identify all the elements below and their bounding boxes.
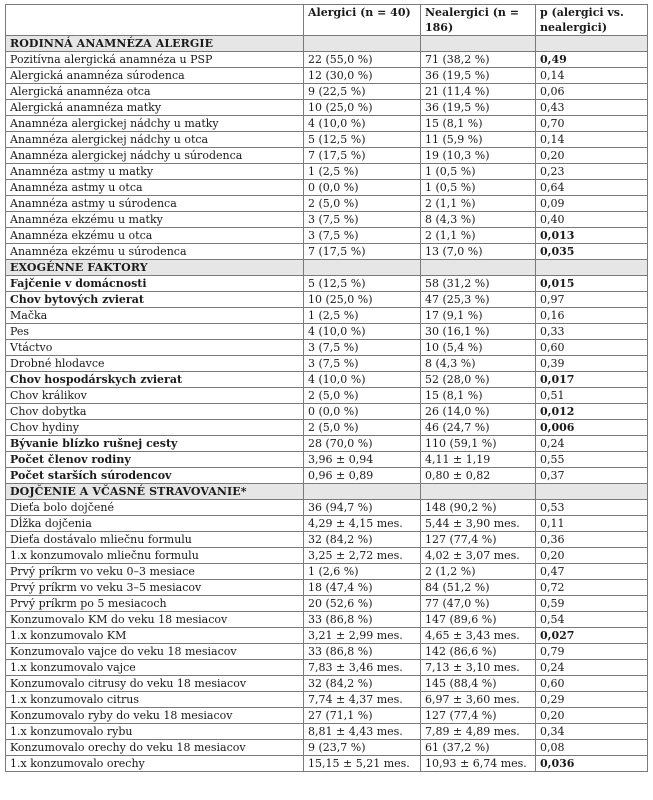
row-label: Konzumovalo ryby do veku 18 mesiacov [6, 708, 304, 724]
allergic-value: 5 (12,5 %) [304, 132, 421, 148]
header-cell-p-value: p (alergici vs. nealergici) [536, 5, 648, 36]
allergic-value: 0,96 ± 0,89 [304, 468, 421, 484]
nonallergic-value: 2 (1,2 %) [421, 564, 536, 580]
row-label: Chov hydiny [6, 420, 304, 436]
table-row [6, 100, 648, 116]
row-label: Chov bytových zvierat [6, 292, 304, 308]
allergic-value: 1 (2,6 %) [304, 564, 421, 580]
row-label: Vtáctvo [6, 340, 304, 356]
header-row [6, 5, 648, 36]
nonallergic-value: 8 (4,3 %) [421, 356, 536, 372]
nonallergic-value: 110 (59,1 %) [421, 436, 536, 452]
allergic-value: 3 (7,5 %) [304, 228, 421, 244]
allergic-value: 4 (10,0 %) [304, 324, 421, 340]
nonallergic-value: 1 (0,5 %) [421, 180, 536, 196]
row-label: Pozitívna alergická anamnéza u PSP [6, 52, 304, 68]
section-header-row [6, 260, 648, 276]
allergic-value: 33 (86,8 %) [304, 612, 421, 628]
allergic-value: 4 (10,0 %) [304, 372, 421, 388]
allergic-value: 2 (5,0 %) [304, 196, 421, 212]
p-value: 0,16 [536, 308, 648, 324]
nonallergic-value: 148 (90,2 %) [421, 500, 536, 516]
row-label: Počet členov rodiny [6, 452, 304, 468]
table-row [6, 164, 648, 180]
p-value: 0,36 [536, 532, 648, 548]
table-row [6, 500, 648, 516]
row-label: Anamnéza ekzému u otca [6, 228, 304, 244]
table-row [6, 116, 648, 132]
nonallergic-value: 58 (31,2 %) [421, 276, 536, 292]
nonallergic-value: 13 (7,0 %) [421, 244, 536, 260]
nonallergic-value: 77 (47,0 %) [421, 596, 536, 612]
nonallergic-value: 127 (77,4 %) [421, 532, 536, 548]
row-label: Anamnéza alergickej nádchy u matky [6, 116, 304, 132]
section-title: DOJČENIE A VČASNÉ STRAVOVANIE* [6, 484, 304, 500]
row-label: Anamnéza astmy u otca [6, 180, 304, 196]
table-row [6, 452, 648, 468]
p-value: 0,09 [536, 196, 648, 212]
section-empty-cell [304, 260, 421, 276]
row-label: Anamnéza alergickej nádchy u otca [6, 132, 304, 148]
nonallergic-value: 7,89 ± 4,89 mes. [421, 724, 536, 740]
header-cell-allergic: Alergici (n = 40) [304, 5, 421, 36]
table-row [6, 276, 648, 292]
allergic-value: 22 (55,0 %) [304, 52, 421, 68]
allergic-value: 32 (84,2 %) [304, 532, 421, 548]
table-row [6, 692, 648, 708]
table-row [6, 532, 648, 548]
row-label: Fajčenie v domácnosti [6, 276, 304, 292]
table-row [6, 740, 648, 756]
row-label: Anamnéza ekzému u matky [6, 212, 304, 228]
nonallergic-value: 10,93 ± 6,74 mes. [421, 756, 536, 772]
row-label: Konzumovalo KM do veku 18 mesiacov [6, 612, 304, 628]
nonallergic-value: 2 (1,1 %) [421, 196, 536, 212]
nonallergic-value: 8 (4,3 %) [421, 212, 536, 228]
table-row [6, 340, 648, 356]
table-row [6, 324, 648, 340]
nonallergic-value: 4,11 ± 1,19 [421, 452, 536, 468]
allergic-value: 2 (5,0 %) [304, 388, 421, 404]
p-value: 0,14 [536, 132, 648, 148]
table-row [6, 548, 648, 564]
allergic-value: 5 (12,5 %) [304, 276, 421, 292]
statistics-table [5, 4, 648, 772]
table-row [6, 148, 648, 164]
allergic-value: 9 (23,7 %) [304, 740, 421, 756]
section-empty-cell [536, 260, 648, 276]
section-empty-cell [421, 484, 536, 500]
nonallergic-value: 10 (5,4 %) [421, 340, 536, 356]
allergic-value: 3,21 ± 2,99 mes. [304, 628, 421, 644]
row-label: Prvý príkrm vo veku 0–3 mesiace [6, 564, 304, 580]
row-label: 1.x konzumovalo KM [6, 628, 304, 644]
row-label: Pes [6, 324, 304, 340]
row-label: 1.x konzumovalo orechy [6, 756, 304, 772]
p-value: 0,34 [536, 724, 648, 740]
table-row [6, 372, 648, 388]
nonallergic-value: 7,13 ± 3,10 mes. [421, 660, 536, 676]
p-value: 0,40 [536, 212, 648, 228]
nonallergic-value: 6,97 ± 3,60 mes. [421, 692, 536, 708]
row-label: Bývanie blízko rušnej cesty [6, 436, 304, 452]
nonallergic-value: 71 (38,2 %) [421, 52, 536, 68]
row-label: Dieťa bolo dojčené [6, 500, 304, 516]
nonallergic-value: 2 (1,1 %) [421, 228, 536, 244]
nonallergic-value: 11 (5,9 %) [421, 132, 536, 148]
p-value: 0,60 [536, 340, 648, 356]
nonallergic-value: 15 (8,1 %) [421, 388, 536, 404]
p-value: 0,60 [536, 676, 648, 692]
table-row [6, 628, 648, 644]
p-value: 0,33 [536, 324, 648, 340]
nonallergic-value: 84 (51,2 %) [421, 580, 536, 596]
table-row [6, 212, 648, 228]
section-empty-cell [304, 484, 421, 500]
nonallergic-value: 4,02 ± 3,07 mes. [421, 548, 536, 564]
row-label: Konzumovalo vajce do veku 18 mesiacov [6, 644, 304, 660]
section-header-row [6, 484, 648, 500]
nonallergic-value: 19 (10,3 %) [421, 148, 536, 164]
allergic-value: 33 (86,8 %) [304, 644, 421, 660]
nonallergic-value: 17 (9,1 %) [421, 308, 536, 324]
section-empty-cell [536, 36, 648, 52]
table-row [6, 228, 648, 244]
nonallergic-value: 26 (14,0 %) [421, 404, 536, 420]
row-label: Počet starších súrodencov [6, 468, 304, 484]
p-value: 0,08 [536, 740, 648, 756]
table-row [6, 724, 648, 740]
allergic-value: 36 (94,7 %) [304, 500, 421, 516]
allergic-value: 10 (25,0 %) [304, 292, 421, 308]
row-label: Konzumovalo orechy do veku 18 mesiacov [6, 740, 304, 756]
table-row [6, 756, 648, 772]
row-label: 1.x konzumovalo vajce [6, 660, 304, 676]
allergic-value: 32 (84,2 %) [304, 676, 421, 692]
table-row [6, 196, 648, 212]
p-value: 0,23 [536, 164, 648, 180]
p-value: 0,24 [536, 660, 648, 676]
header-cell-label [6, 5, 304, 36]
nonallergic-value: 61 (37,2 %) [421, 740, 536, 756]
nonallergic-value: 127 (77,4 %) [421, 708, 536, 724]
table-row [6, 308, 648, 324]
table-row [6, 708, 648, 724]
p-value: 0,70 [536, 116, 648, 132]
allergic-value: 2 (5,0 %) [304, 420, 421, 436]
p-value: 0,39 [536, 356, 648, 372]
row-label: Alergická anamnéza súrodenca [6, 68, 304, 84]
allergic-value: 3,96 ± 0,94 [304, 452, 421, 468]
p-value: 0,64 [536, 180, 648, 196]
row-label: Anamnéza alergickej nádchy u súrodenca [6, 148, 304, 164]
p-value: 0,59 [536, 596, 648, 612]
allergic-value: 3,25 ± 2,72 mes. [304, 548, 421, 564]
nonallergic-value: 1 (0,5 %) [421, 164, 536, 180]
row-label: Anamnéza ekzému u súrodenca [6, 244, 304, 260]
p-value: 0,015 [536, 276, 648, 292]
p-value: 0,43 [536, 100, 648, 116]
table-row [6, 676, 648, 692]
p-value: 0,017 [536, 372, 648, 388]
allergic-value: 7,83 ± 3,46 mes. [304, 660, 421, 676]
table-row [6, 180, 648, 196]
nonallergic-value: 46 (24,7 %) [421, 420, 536, 436]
row-label: Chov králikov [6, 388, 304, 404]
allergic-value: 4 (10,0 %) [304, 116, 421, 132]
p-value: 0,29 [536, 692, 648, 708]
row-label: Chov hospodárskych zvierat [6, 372, 304, 388]
table-row [6, 516, 648, 532]
row-label: Alergická anamnéza otca [6, 84, 304, 100]
p-value: 0,97 [536, 292, 648, 308]
row-label: Anamnéza astmy u matky [6, 164, 304, 180]
allergic-value: 9 (22,5 %) [304, 84, 421, 100]
section-title: EXOGÉNNE FAKTORY [6, 260, 304, 276]
nonallergic-value: 0,80 ± 0,82 [421, 468, 536, 484]
header-cell-nonallergic: Nealergici (n = 186) [421, 5, 536, 36]
table-row [6, 292, 648, 308]
allergic-value: 27 (71,1 %) [304, 708, 421, 724]
nonallergic-value: 5,44 ± 3,90 mes. [421, 516, 536, 532]
table-row [6, 580, 648, 596]
table-row [6, 388, 648, 404]
nonallergic-value: 15 (8,1 %) [421, 116, 536, 132]
table-row [6, 596, 648, 612]
p-value: 0,24 [536, 436, 648, 452]
nonallergic-value: 36 (19,5 %) [421, 100, 536, 116]
p-value: 0,79 [536, 644, 648, 660]
p-value: 0,20 [536, 148, 648, 164]
allergic-value: 1 (2,5 %) [304, 164, 421, 180]
row-label: Dĺžka dojčenia [6, 516, 304, 532]
p-value: 0,51 [536, 388, 648, 404]
nonallergic-value: 47 (25,3 %) [421, 292, 536, 308]
row-label: Prvý príkrm po 5 mesiacoch [6, 596, 304, 612]
nonallergic-value: 147 (89,6 %) [421, 612, 536, 628]
table-row [6, 132, 648, 148]
section-title: RODINNÁ ANAMNÉZA ALERGIE [6, 36, 304, 52]
section-empty-cell [421, 260, 536, 276]
p-value: 0,72 [536, 580, 648, 596]
nonallergic-value: 30 (16,1 %) [421, 324, 536, 340]
table-header [6, 5, 648, 36]
table-row [6, 404, 648, 420]
table-row [6, 356, 648, 372]
table-row [6, 68, 648, 84]
p-value: 0,006 [536, 420, 648, 436]
nonallergic-value: 52 (28,0 %) [421, 372, 536, 388]
allergic-value: 28 (70,0 %) [304, 436, 421, 452]
p-value: 0,027 [536, 628, 648, 644]
p-value: 0,14 [536, 68, 648, 84]
p-value: 0,49 [536, 52, 648, 68]
table-row [6, 612, 648, 628]
row-label: 1.x konzumovalo mliečnu formulu [6, 548, 304, 564]
allergic-value: 15,15 ± 5,21 mes. [304, 756, 421, 772]
p-value: 0,54 [536, 612, 648, 628]
table-row [6, 468, 648, 484]
allergic-value: 20 (52,6 %) [304, 596, 421, 612]
allergic-value: 7,74 ± 4,37 mes. [304, 692, 421, 708]
allergic-value: 3 (7,5 %) [304, 356, 421, 372]
allergic-value: 8,81 ± 4,43 mes. [304, 724, 421, 740]
p-value: 0,06 [536, 84, 648, 100]
row-label: Dieťa dostávalo mliečnu formulu [6, 532, 304, 548]
p-value: 0,012 [536, 404, 648, 420]
row-label: Alergická anamnéza matky [6, 100, 304, 116]
row-label: Chov dobytka [6, 404, 304, 420]
section-empty-cell [304, 36, 421, 52]
table-row [6, 644, 648, 660]
allergic-value: 10 (25,0 %) [304, 100, 421, 116]
allergic-value: 0 (0,0 %) [304, 180, 421, 196]
allergic-value: 3 (7,5 %) [304, 212, 421, 228]
nonallergic-value: 145 (88,4 %) [421, 676, 536, 692]
row-label: Anamnéza astmy u súrodenca [6, 196, 304, 212]
row-label: 1.x konzumovalo rybu [6, 724, 304, 740]
nonallergic-value: 142 (86,6 %) [421, 644, 536, 660]
table-row [6, 436, 648, 452]
p-value: 0,035 [536, 244, 648, 260]
allergic-value: 4,29 ± 4,15 mes. [304, 516, 421, 532]
section-header-row [6, 36, 648, 52]
p-value: 0,55 [536, 452, 648, 468]
p-value: 0,11 [536, 516, 648, 532]
allergic-value: 3 (7,5 %) [304, 340, 421, 356]
table-row [6, 420, 648, 436]
row-label: 1.x konzumovalo citrus [6, 692, 304, 708]
p-value: 0,37 [536, 468, 648, 484]
table-row [6, 84, 648, 100]
p-value: 0,013 [536, 228, 648, 244]
table-row [6, 660, 648, 676]
p-value: 0,20 [536, 548, 648, 564]
allergic-value: 7 (17,5 %) [304, 244, 421, 260]
table-row [6, 52, 648, 68]
p-value: 0,20 [536, 708, 648, 724]
table-row [6, 564, 648, 580]
nonallergic-value: 36 (19,5 %) [421, 68, 536, 84]
table-row [6, 244, 648, 260]
allergic-value: 7 (17,5 %) [304, 148, 421, 164]
row-label: Mačka [6, 308, 304, 324]
allergic-value: 0 (0,0 %) [304, 404, 421, 420]
row-label: Prvý príkrm vo veku 3–5 mesiacov [6, 580, 304, 596]
nonallergic-value: 21 (11,4 %) [421, 84, 536, 100]
row-label: Konzumovalo citrusy do veku 18 mesiacov [6, 676, 304, 692]
allergic-value: 12 (30,0 %) [304, 68, 421, 84]
section-empty-cell [421, 36, 536, 52]
table-body [6, 36, 648, 772]
allergic-value: 18 (47,4 %) [304, 580, 421, 596]
p-value: 0,47 [536, 564, 648, 580]
nonallergic-value: 4,65 ± 3,43 mes. [421, 628, 536, 644]
allergic-value: 1 (2,5 %) [304, 308, 421, 324]
p-value: 0,53 [536, 500, 648, 516]
row-label: Drobné hlodavce [6, 356, 304, 372]
p-value: 0,036 [536, 756, 648, 772]
section-empty-cell [536, 484, 648, 500]
